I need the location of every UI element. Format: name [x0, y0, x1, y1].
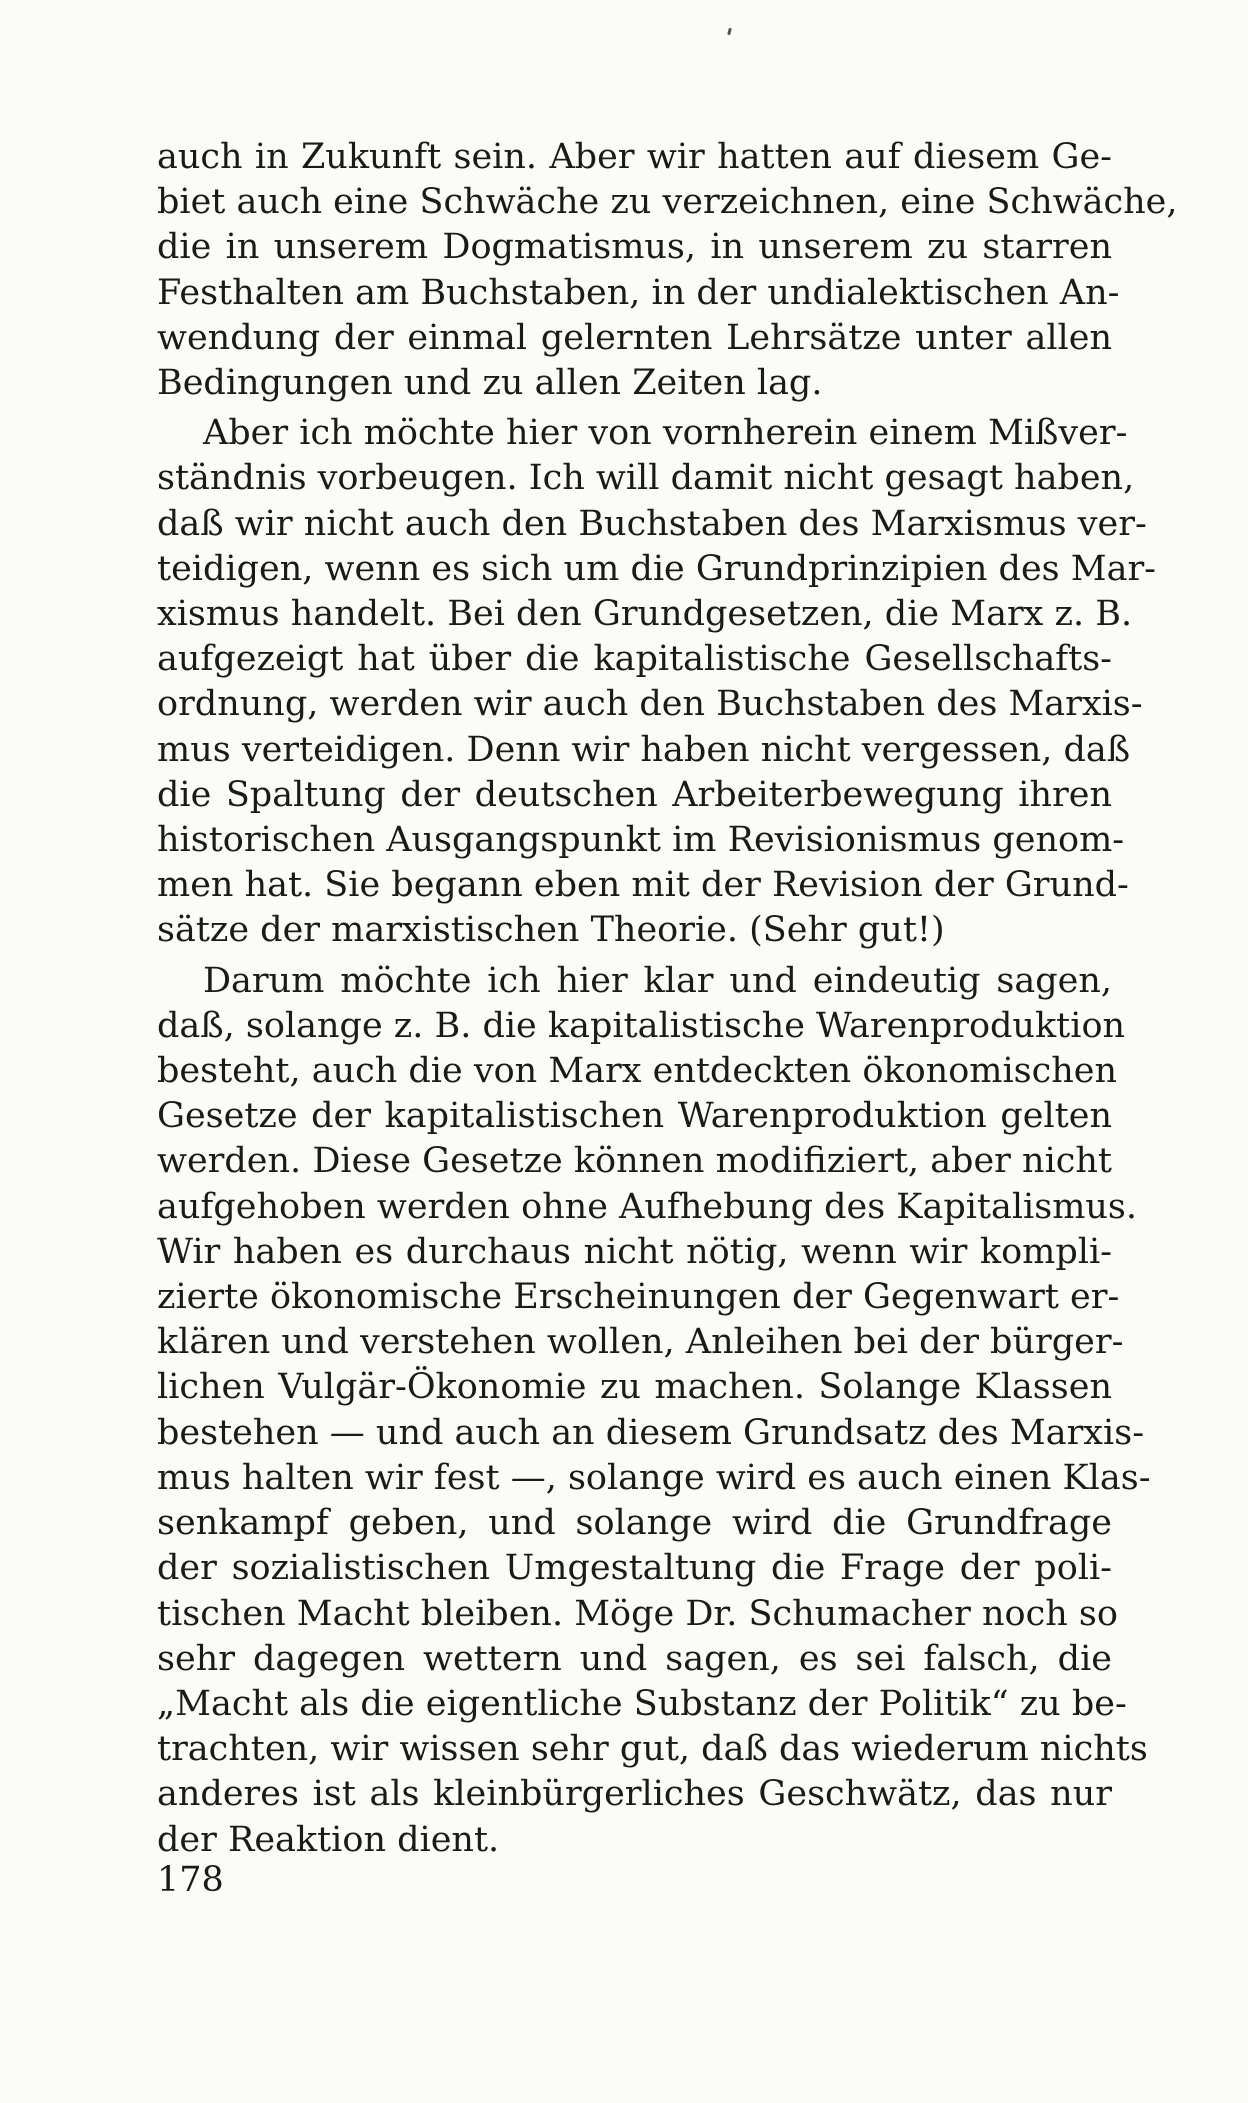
text-line: „Macht als die eigentliche Substanz der Politik“ zu be- — [157, 1683, 1127, 1724]
text-line: mus halten wir fest —, solange wird es auch einen Klas- — [157, 1457, 1151, 1498]
text-line: Gesetze der kapitalistischen Warenproduktion gelten — [157, 1096, 1112, 1137]
text-line: biet auch eine Schwäche zu verzeichnen, eine Schwäche, — [157, 182, 1178, 223]
text-line: men hat. Sie begann eben mit der Revision der Grund- — [157, 865, 1129, 906]
text-line: klären und verstehen wollen, Anleihen bei der bürger- — [157, 1322, 1124, 1363]
text-line: Darum möchte ich hier klar und eindeutig sagen, — [203, 960, 1112, 1001]
text-line: anderes ist als kleinbürgerliches Geschwätz, das nur — [157, 1774, 1112, 1815]
text-line: teidigen, wenn es sich um die Grundprinzipien des Mar- — [157, 548, 1157, 589]
text-line: besteht, auch die von Marx entdeckten ökonomischen — [157, 1051, 1118, 1092]
paragraph-1 — [157, 135, 1178, 406]
text-line: historischen Ausgangspunkt im Revisionismus genom- — [157, 820, 1125, 861]
text-line: wendung der einmal gelernten Lehrsätze unter allen — [157, 317, 1112, 358]
text-line: mus verteidigen. Denn wir haben nicht vergessen, daß — [157, 729, 1131, 770]
text-line: Bedingungen und zu allen Zeiten lag. — [157, 363, 823, 404]
text-line: aufgehoben werden ohne Aufhebung des Kapitalismus. — [157, 1186, 1138, 1227]
text-line: aufgezeigt hat über die kapitalistische Gesellschafts- — [157, 639, 1112, 680]
text-line: Wir haben es durchaus nicht nötig, wenn wir kompli- — [157, 1231, 1112, 1272]
text-line: zierte ökonomische Erscheinungen der Gegenwart er- — [157, 1277, 1120, 1318]
text-line: sätze der marxistischen Theorie. (Sehr gut!) — [157, 910, 945, 951]
text-line: ständnis vorbeugen. Ich will damit nicht gesagt haben, — [157, 458, 1135, 499]
body-text — [157, 135, 1178, 1863]
print-speck — [727, 28, 732, 36]
text-line: lichen Vulgär-Ökonomie zu machen. Solange Klassen — [157, 1367, 1112, 1408]
text-line: Aber ich möchte hier von vornherein einem Mißver- — [203, 413, 1128, 454]
paragraph-2 — [157, 411, 1157, 953]
paragraph-3 — [157, 959, 1151, 1863]
text-line: die in unserem Dogmatismus, in unserem zu starren — [157, 227, 1112, 268]
text-line: auch in Zukunft sein. Aber wir hatten auf diesem Ge- — [157, 137, 1112, 177]
text-line: daß wir nicht auch den Buchstaben des Marxismus ver- — [157, 503, 1147, 544]
page-number: 178 — [157, 1860, 224, 1900]
text-line: Festhalten am Buchstaben, in der undialektischen An- — [157, 272, 1120, 313]
text-line: ordnung, werden wir auch den Buchstaben des Marxis- — [157, 684, 1143, 725]
text-line: der Reaktion dient. — [157, 1819, 500, 1860]
text-line: tischen Macht bleiben. Möge Dr. Schumacher noch so — [157, 1593, 1118, 1634]
text-line: werden. Diese Gesetze können modifiziert, aber nicht — [157, 1141, 1112, 1182]
text-line: der sozialistischen Umgestaltung die Frage der poli- — [157, 1548, 1112, 1589]
text-line: senkampf geben, und solange wird die Grundfrage — [157, 1503, 1112, 1544]
text-line: sehr dagegen wettern und sagen, es sei falsch, die — [157, 1638, 1112, 1679]
text-line: trachten, wir wissen sehr gut, daß das wiederum nichts — [157, 1729, 1148, 1770]
text-line: die Spaltung der deutschen Arbeiterbewegung ihren — [157, 774, 1112, 815]
text-line: bestehen — und auch an diesem Grundsatz des Marxis- — [157, 1412, 1145, 1453]
text-line: xismus handelt. Bei den Grundgesetzen, die Marx z. B. — [157, 594, 1133, 635]
text-line: daß, solange z. B. die kapitalistische Warenproduktion — [157, 1005, 1126, 1046]
